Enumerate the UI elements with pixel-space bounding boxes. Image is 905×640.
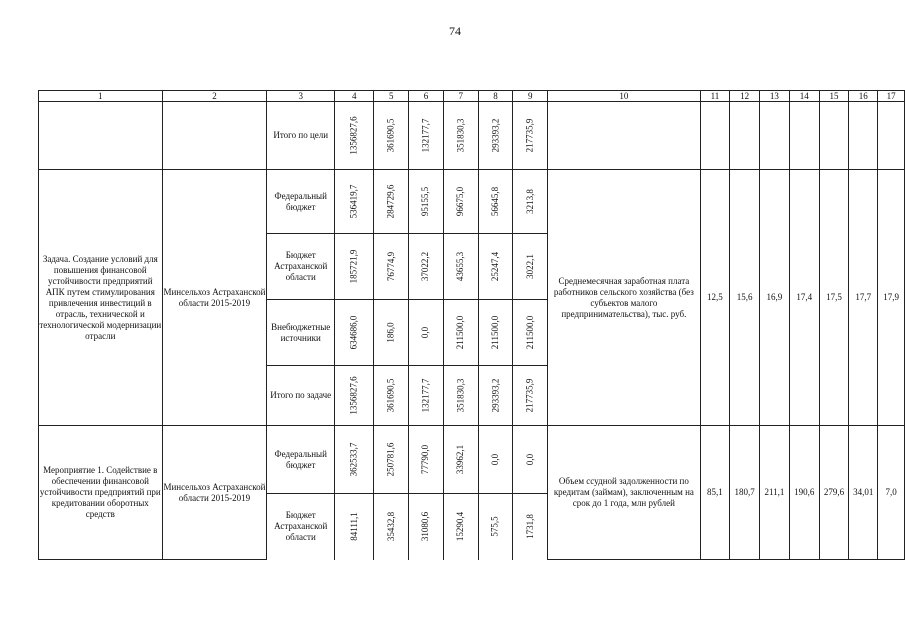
empty-cell <box>700 102 730 170</box>
value-cell: 351830,3 <box>455 118 466 153</box>
value-cell: 293393,2 <box>490 378 500 413</box>
indicator-description: Среднемесячная заработная плата работников сельского хозяйства (без субъектов малого предпринимательства), тыс. руб. <box>548 170 700 426</box>
header-cell: 9 <box>513 91 548 102</box>
value-cell: 0,0 <box>524 453 535 466</box>
indicator-value: 17,4 <box>789 170 819 426</box>
value-cell: 250781,6 <box>385 442 396 477</box>
funding-label: Итого по задаче <box>267 366 335 426</box>
header-cell: 11 <box>700 91 730 102</box>
header-cell: 10 <box>548 91 700 102</box>
value-cell: 361690,5 <box>385 118 396 153</box>
indicator-value: 12,5 <box>700 170 730 426</box>
header-cell: 2 <box>162 91 267 102</box>
empty-cell <box>730 102 760 170</box>
value-cell: 3213,8 <box>524 189 535 214</box>
value-cell: 211500,0 <box>455 315 466 350</box>
value-cell: 132177,7 <box>420 118 431 153</box>
header-cell: 13 <box>760 91 790 102</box>
value-cell: 96675,0 <box>455 186 466 217</box>
indicator-value: 279,6 <box>819 426 849 560</box>
responsible-executor: Минсельхоз Астраханской области 2015-2019 <box>162 170 267 426</box>
value-cell: 31080,6 <box>420 512 431 542</box>
value-cell: 1731,8 <box>524 514 535 540</box>
header-row <box>39 91 905 102</box>
funding-label: Бюджет Астраханской области <box>267 494 335 560</box>
value-cell: 43655,3 <box>455 251 466 282</box>
value-cell: 3022,1 <box>524 254 535 279</box>
header-cell: 8 <box>478 91 513 102</box>
value-cell: 37022,2 <box>420 251 431 282</box>
indicator-value: 17,9 <box>878 170 905 426</box>
value-cell: 293393,2 <box>490 118 500 153</box>
value-cell: 211500,0 <box>524 315 535 350</box>
empty-cell <box>162 102 267 170</box>
page-number: 74 <box>449 24 461 38</box>
indicator-value: 34,01 <box>849 426 878 560</box>
value-cell: 33962,1 <box>455 444 466 475</box>
responsible-executor: Минсельхоз Астраханской области 2015-2019 <box>162 426 267 560</box>
value-cell: 35432,8 <box>385 512 396 542</box>
header-cell: 14 <box>789 91 819 102</box>
empty-cell <box>789 102 819 170</box>
empty-cell <box>760 102 790 170</box>
task-description: Задача. Создание условий для повышения финансовой устойчивости предприятий АПК путем стимулирования привлечения инвестиций в отрасль, технической и технологической модернизации отрасли <box>39 170 163 426</box>
funding-label: Итого по цели <box>267 102 335 170</box>
value-cell: 84111,1 <box>348 512 359 542</box>
header-cell: 3 <box>267 91 335 102</box>
program-table <box>38 90 905 560</box>
header-cell: 17 <box>878 91 905 102</box>
value-cell: 56645,8 <box>490 186 500 217</box>
value-cell: 186,0 <box>385 322 396 343</box>
value-cell: 575,5 <box>490 516 500 537</box>
value-cell: 536419,7 <box>348 184 359 219</box>
value-cell: 15290,4 <box>455 512 466 542</box>
header-cell: 4 <box>335 91 374 102</box>
header-cell: 12 <box>730 91 760 102</box>
value-cell: 217735,9 <box>524 378 535 413</box>
value-cell: 1356827,6 <box>348 116 359 155</box>
indicator-value: 15,6 <box>730 170 760 426</box>
empty-cell <box>849 102 878 170</box>
value-cell: 634686,0 <box>348 315 359 350</box>
empty-cell <box>878 102 905 170</box>
value-cell: 185721,9 <box>348 249 359 284</box>
indicator-value: 211,1 <box>760 426 790 560</box>
indicator-value: 16,9 <box>760 170 790 426</box>
value-cell: 95155,5 <box>420 186 431 217</box>
empty-cell <box>819 102 849 170</box>
indicator-value: 7,0 <box>878 426 905 560</box>
header-cell: 7 <box>443 91 478 102</box>
indicator-value: 180,7 <box>730 426 760 560</box>
indicator-value: 17,5 <box>819 170 849 426</box>
indicator-value: 85,1 <box>700 426 730 560</box>
measure-description: Мероприятие 1. Содействие в обеспечении финансовой устойчивости предприятий при кредитовании оборотных средств <box>39 426 163 560</box>
value-cell: 25247,4 <box>490 251 500 282</box>
value-cell: 0,0 <box>490 453 500 466</box>
value-cell: 76774,9 <box>385 251 396 282</box>
header-cell: 1 <box>39 91 163 102</box>
value-cell: 211500,0 <box>489 315 500 350</box>
header-cell: 16 <box>849 91 878 102</box>
value-cell: 0,0 <box>420 326 431 339</box>
measure-row-federal <box>39 426 905 494</box>
value-cell: 132177,7 <box>420 378 431 413</box>
empty-cell <box>548 102 700 170</box>
indicator-value: 17,7 <box>849 170 878 426</box>
header-cell: 5 <box>374 91 409 102</box>
task-row-federal <box>39 170 905 234</box>
funding-label: Федеральный бюджет <box>267 426 335 494</box>
value-cell: 362533,7 <box>348 442 359 477</box>
funding-label: Федеральный бюджет <box>267 170 335 234</box>
value-cell: 77790,0 <box>420 444 431 475</box>
value-cell: 351830,3 <box>455 378 466 413</box>
goal-total-row <box>39 102 905 170</box>
funding-label: Бюджет Астраханской области <box>267 234 335 300</box>
indicator-description: Объем ссудной задолженности по кредитам (займам), заключенным на срок до 1 года, млн рублей <box>548 426 700 560</box>
empty-cell <box>39 102 163 170</box>
value-cell: 361690,5 <box>385 378 396 413</box>
funding-label: Внебюджетные источники <box>267 300 335 366</box>
value-cell: 1356827,6 <box>348 376 359 415</box>
value-cell: 284729,6 <box>385 184 396 219</box>
indicator-value: 190,6 <box>789 426 819 560</box>
header-cell: 15 <box>819 91 849 102</box>
header-cell: 6 <box>409 91 444 102</box>
value-cell: 217735,9 <box>524 118 535 153</box>
